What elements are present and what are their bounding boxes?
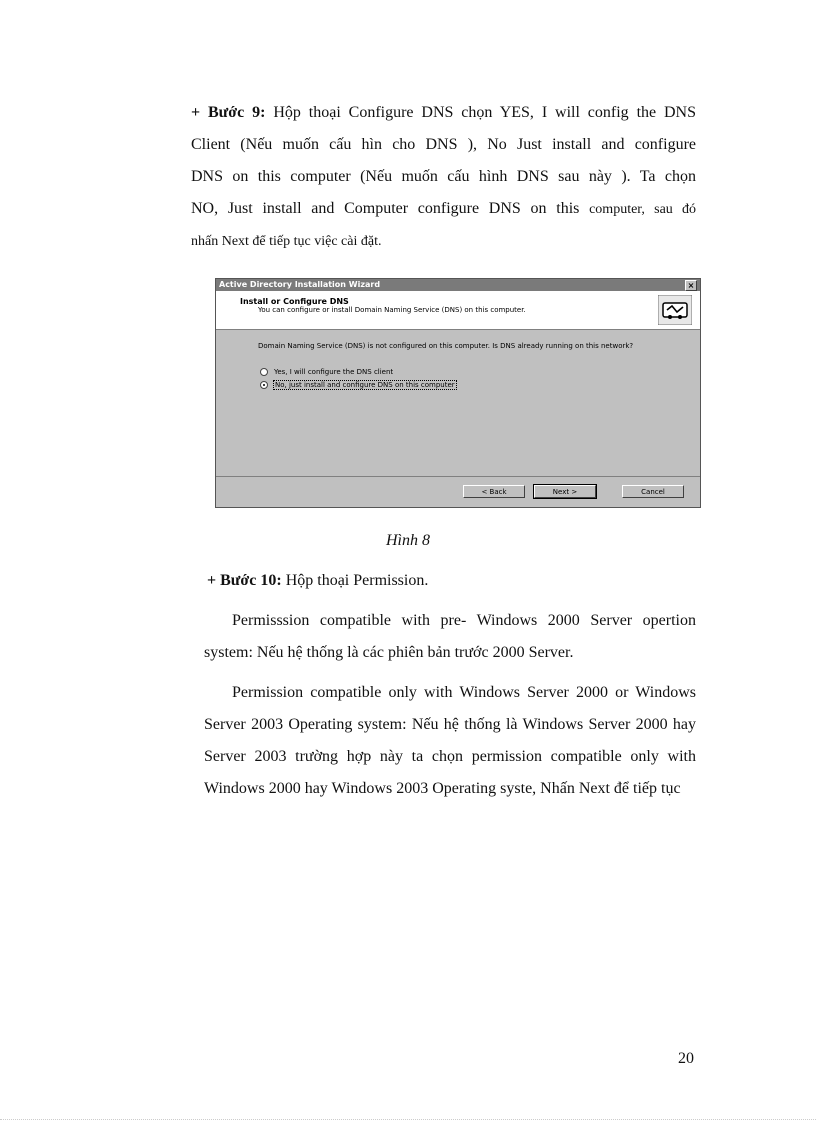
next-button[interactable]: Next > bbox=[534, 485, 596, 498]
dns-wizard-icon bbox=[658, 295, 692, 325]
radio-yes[interactable] bbox=[260, 368, 268, 376]
step9-line-1: + Bước 9: Hộp thoại Configure DNS chọn YES, I will config the DNS bbox=[191, 104, 697, 121]
step9-line-2: Client (Nếu muốn cấu hìn cho DNS ), No Just install and configure bbox=[191, 136, 696, 153]
wizard-footer bbox=[216, 476, 700, 507]
option-yes-configure-client[interactable] bbox=[260, 368, 393, 376]
option-yes-label: Yes, I will configure the DNS client bbox=[274, 368, 394, 376]
close-button[interactable]: × bbox=[685, 280, 697, 291]
page-number: 20 bbox=[678, 1050, 694, 1067]
option-no-label: No, just install and configure DNS on this computer bbox=[275, 381, 455, 389]
radio-no-selected[interactable] bbox=[260, 381, 268, 389]
wizard-header-subtitle: You can configure or install Domain Naming Service (DNS) on this computer. bbox=[258, 306, 526, 314]
step9-paragraph bbox=[191, 97, 696, 258]
cancel-button[interactable]: Cancel bbox=[622, 485, 684, 498]
step9-line-3: DNS on this computer (Nếu muốn cấu hình DNS sau này ). Ta chọn bbox=[191, 168, 696, 185]
step10-text: Hộp thoại Permission. bbox=[285, 572, 429, 589]
wizard-header-title: Install or Configure DNS bbox=[240, 297, 349, 306]
step10-heading bbox=[207, 568, 428, 594]
figure-caption: Hình 8 bbox=[386, 532, 430, 549]
dns-wizard-screenshot bbox=[215, 278, 701, 508]
wizard-body bbox=[216, 330, 700, 478]
wizard-window-title: Active Directory Installation Wizard bbox=[219, 280, 381, 289]
dns-question: Domain Naming Service (DNS) is not configured on this computer. Is DNS already running on this network? bbox=[258, 342, 634, 350]
step9-line-4: NO, Just install and Computer configure DNS on this computer, sau đó bbox=[191, 200, 696, 217]
step10-label: + Bước 10: bbox=[207, 572, 282, 589]
wizard-header bbox=[216, 291, 700, 330]
back-button[interactable]: < Back bbox=[463, 485, 525, 498]
step9-label: + Bước 9: bbox=[191, 104, 266, 121]
option-no-install-dns[interactable] bbox=[260, 381, 456, 389]
wizard-title-bar bbox=[216, 279, 700, 291]
step9-line-5: nhấn Next để tiếp tục việc cài đặt. bbox=[191, 234, 382, 249]
page-bottom-rule bbox=[0, 1119, 816, 1120]
paragraph-only-2000: Permission compatible only with Windows Server 2000 or Windows Server 2003 Operating system: Nếu hệ thống là Windows Server 2000 hay Server 2003 trường hợp này ta chọn permission compatible only with Windows 2000 hay Windows 2003 Operating syste, Nhấn Next để tiếp tục bbox=[204, 684, 696, 797]
paragraph-pre-2000: Permisssion compatible with pre- Windows 2000 Server opertion system: Nếu hệ thống là các phiên bản trước 2000 Server. bbox=[204, 612, 696, 661]
